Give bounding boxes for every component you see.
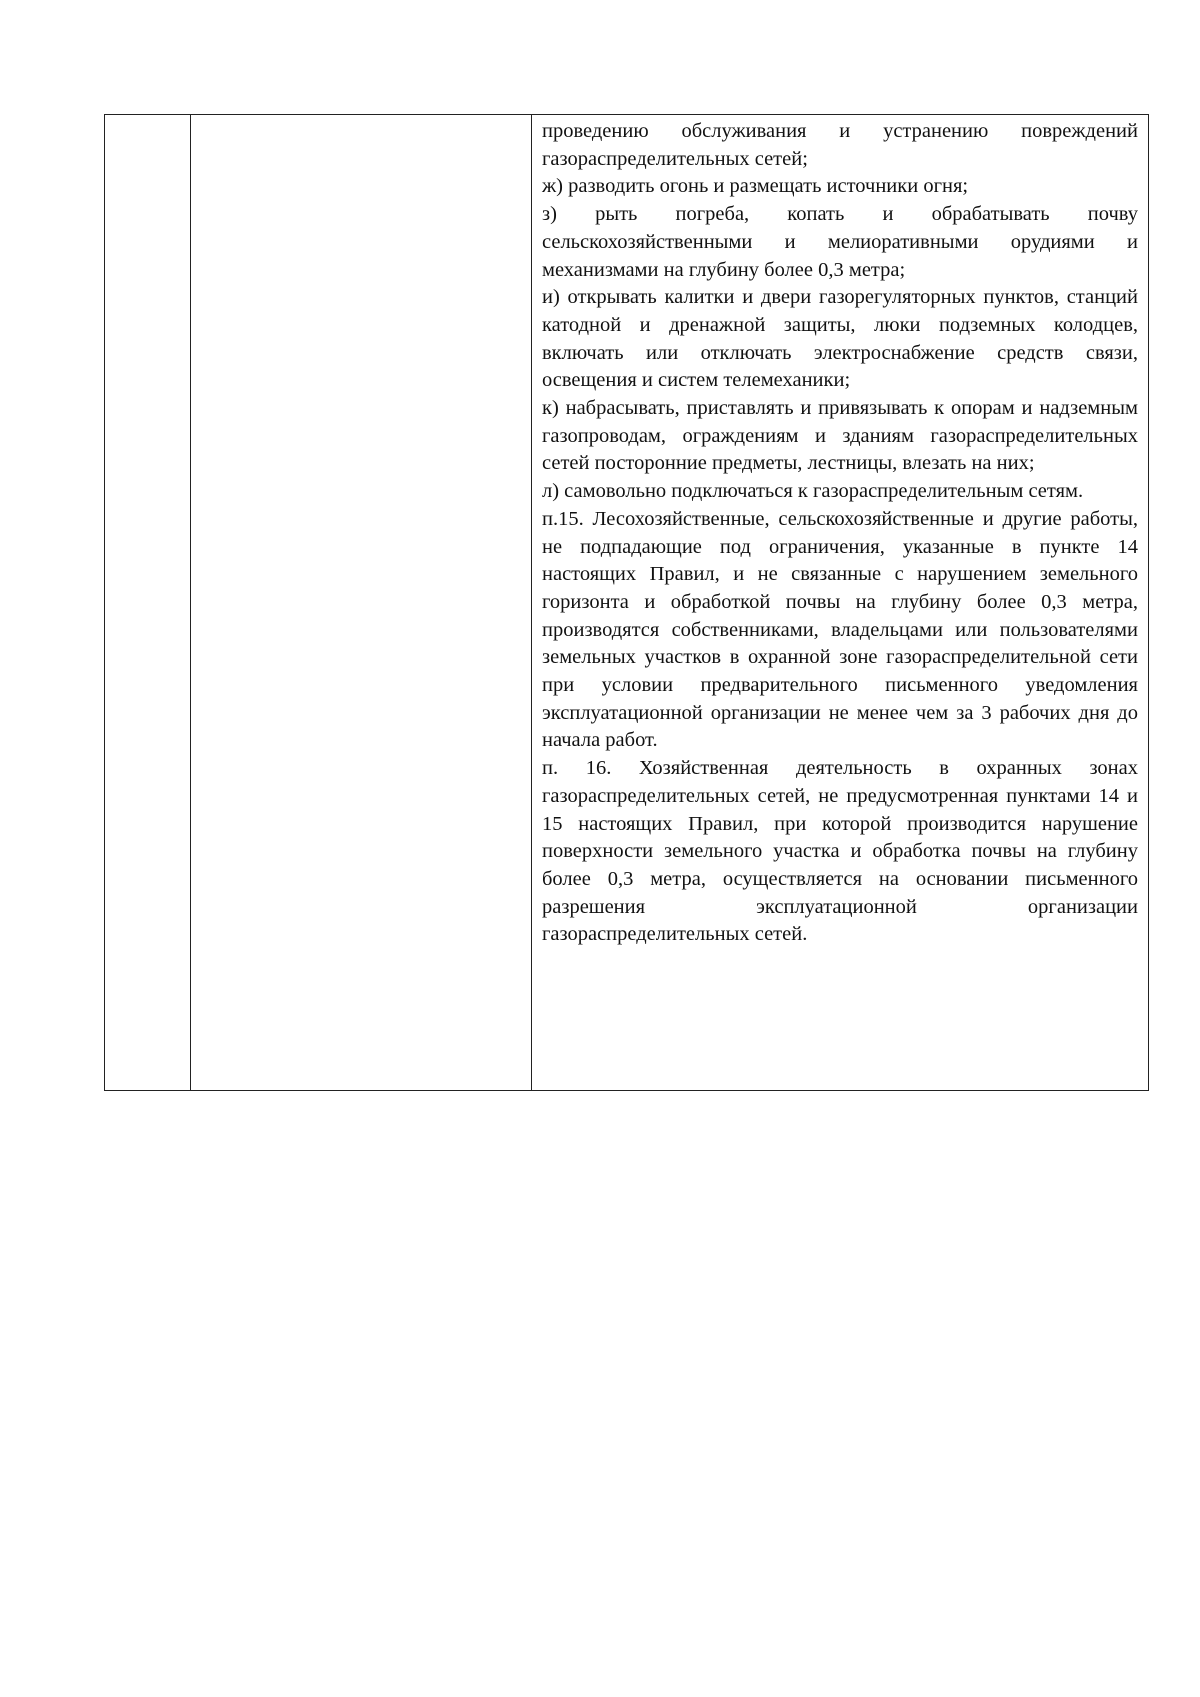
content-cell <box>532 115 1149 1091</box>
paragraph: ж) разводить огонь и размещать источники огня; <box>542 175 969 198</box>
paragraph: и) открывать калитки и двери газорегуляторных пунктов, станций катодной и дренажной защиты, люки подземных колодцев, включать или отключать электроснабжение средств связи, освещения и систем телемеханики; <box>542 286 1138 392</box>
paragraph: л) самовольно подключаться к газораспределительным сетям. <box>542 480 1084 503</box>
number-cell <box>105 115 191 1091</box>
paragraph: з) рыть погреба, копать и обрабатывать почву сельскохозяйственными и мелиоративными орудиями и механизмами на глубину более 0,3 метра; <box>542 203 1138 281</box>
content-text <box>532 115 1148 949</box>
paragraph: проведению обслуживания и устранению повреждений газораспределительных сетей; <box>542 120 1138 170</box>
table-row <box>105 115 1149 1091</box>
paragraph: п. 16. Хозяйственная деятельность в охранных зонах газораспределительных сетей, не предусмотренная пунктами 14 и 15 настоящих Правил, при которой производится нарушение поверхности земельного участка и обработка почвы на глубину более 0,3 метра, осуществляется на основании письменного разрешения эксплуатационной организации газораспределительных сетей. <box>542 757 1138 946</box>
paragraph: к) набрасывать, приставлять и привязывать к опорам и надземным газопроводам, ограждениям и зданиям газораспределительных сетей посторонние предметы, лестницы, влезать на них; <box>542 397 1138 475</box>
reference-cell <box>191 115 532 1091</box>
regulations-table <box>104 114 1149 1091</box>
paragraph: п.15. Лесохозяйственные, сельскохозяйственные и другие работы, не подпадающие под ограничения, указанные в пункте 14 настоящих Правил, и не связанные с нарушением земельного горизонта и обработкой почвы на глубину более 0,3 метра, производятся собственниками, владельцами или пользователями земельных участков в охранной зоне газораспределительной сети при условии предварительного письменного уведомления эксплуатационной организации не менее чем за 3 рабочих дня до начала работ. <box>542 507 1138 752</box>
